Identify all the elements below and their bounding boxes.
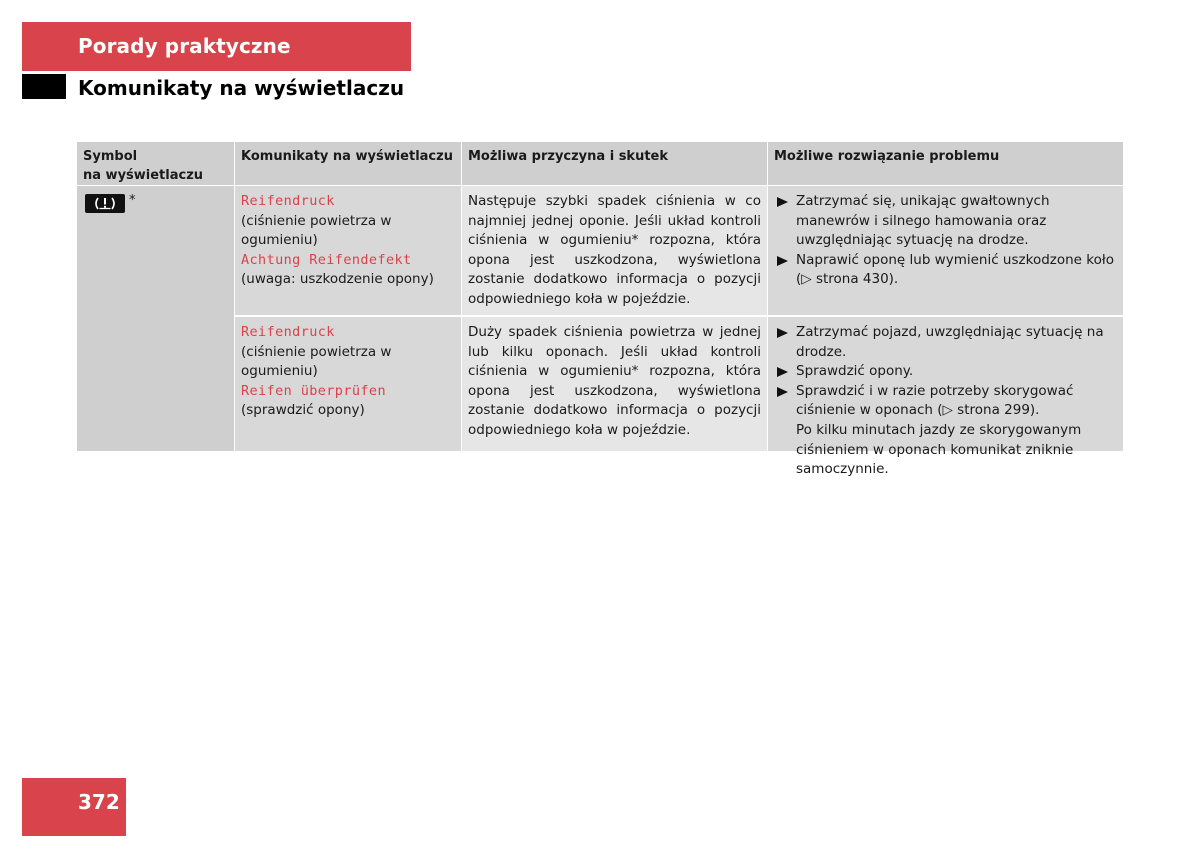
column-header-solution-label: Możliwe rozwiązanie problemu [774,149,1000,164]
table-row-1-solution [768,186,1123,315]
table-row-2-cause [462,317,767,451]
table-row-1-messages [235,186,461,315]
page-number: 372 [78,790,120,814]
solution-text: Zatrzymać się, unikając gwałtownych manewrów i silnego hamowania oraz uwzględniając sytuację na drodze. [796,193,1050,249]
display-message: Achtung Reifendefekt [241,251,412,268]
section-title-bar [22,22,411,71]
display-messages-table [77,142,1123,478]
solution-note-text: Po kilku minutach jazdy ze skorygowanym ciśnieniem w oponach komunikat zniknie samoczynnie. [796,421,1082,478]
column-header-cause-label: Możliwa przyczyna i skutek [468,149,669,164]
table-row-2-messages [235,317,461,451]
display-message: Reifendruck [241,324,335,340]
page-number-box [22,778,126,836]
column-header-solution [768,142,1123,185]
bullet-arrow-icon [777,328,788,338]
table-row-2-solution [768,317,1123,478]
section-title: Porady praktyczne [78,34,291,58]
bullet-arrow-icon [777,256,788,266]
solution-item [774,362,1117,382]
solution-item [774,251,1117,290]
heading-marker [22,74,66,99]
message-translation: (ciśnienie powietrza w ogumieniu) [241,212,392,249]
symbol-asterisk: * [129,193,136,208]
bullet-arrow-icon [777,197,788,207]
tire-pressure-warning-icon [85,194,125,213]
solution-item [774,382,1117,421]
solution-text: Zatrzymać pojazd, uwzględniając sytuację na drodze. [796,324,1104,360]
display-message: Reifendruck [241,193,335,209]
message-translation: (ciśnienie powietrza w ogumieniu) [241,343,392,380]
solution-item [774,192,1117,251]
bullet-arrow-icon [777,367,788,377]
solution-note [774,421,1117,480]
solution-text: Sprawdzić opony. [796,363,914,380]
table-row-1-cause [462,186,767,315]
column-header-symbol [77,142,234,185]
column-header-symbol-label: Symbol na wyświetlaczu [83,149,204,183]
column-header-messages-label: Komunikaty na wyświetlaczu [241,149,453,164]
cause-text: Następuje szybki spadek ciśnienia w co najmniej jednej oponie. Jeśli układ kontroli ciśnienia w ogumieniu* rozpozna, która opona jest uszkodzona, wyświetlona zostanie dodatkowo informacja o pozycji odpowiedniego koła w pojeździe. [468,193,761,307]
cause-text: Duży spadek ciśnienia powietrza w jednej lub kilku oponach. Jeśli układ kontroli ciśnienia w ogumieniu* rozpozna, która opona jest uszkodzona, wyświetlona zostanie dodatkowo informacja o pozycji odpowiedniego koła w pojeździe. [468,324,761,438]
symbol-cell [77,186,234,451]
page-title: Komunikaty na wyświetlaczu [78,76,405,100]
solution-item [774,323,1117,362]
message-translation: (sprawdzić opony) [241,402,365,419]
message-translation: (uwaga: uszkodzenie opony) [241,271,434,288]
display-message: Reifen überprüfen [241,382,386,399]
bullet-arrow-icon [777,387,788,397]
column-header-messages [235,142,461,185]
column-header-cause [462,142,767,185]
solution-text: Naprawić oponę lub wymienić uszkodzone koło (▷ strona 430). [796,251,1114,288]
solution-text: Sprawdzić i w razie potrzeby skorygować ciśnienie w oponach (▷ strona 299). [796,382,1074,419]
